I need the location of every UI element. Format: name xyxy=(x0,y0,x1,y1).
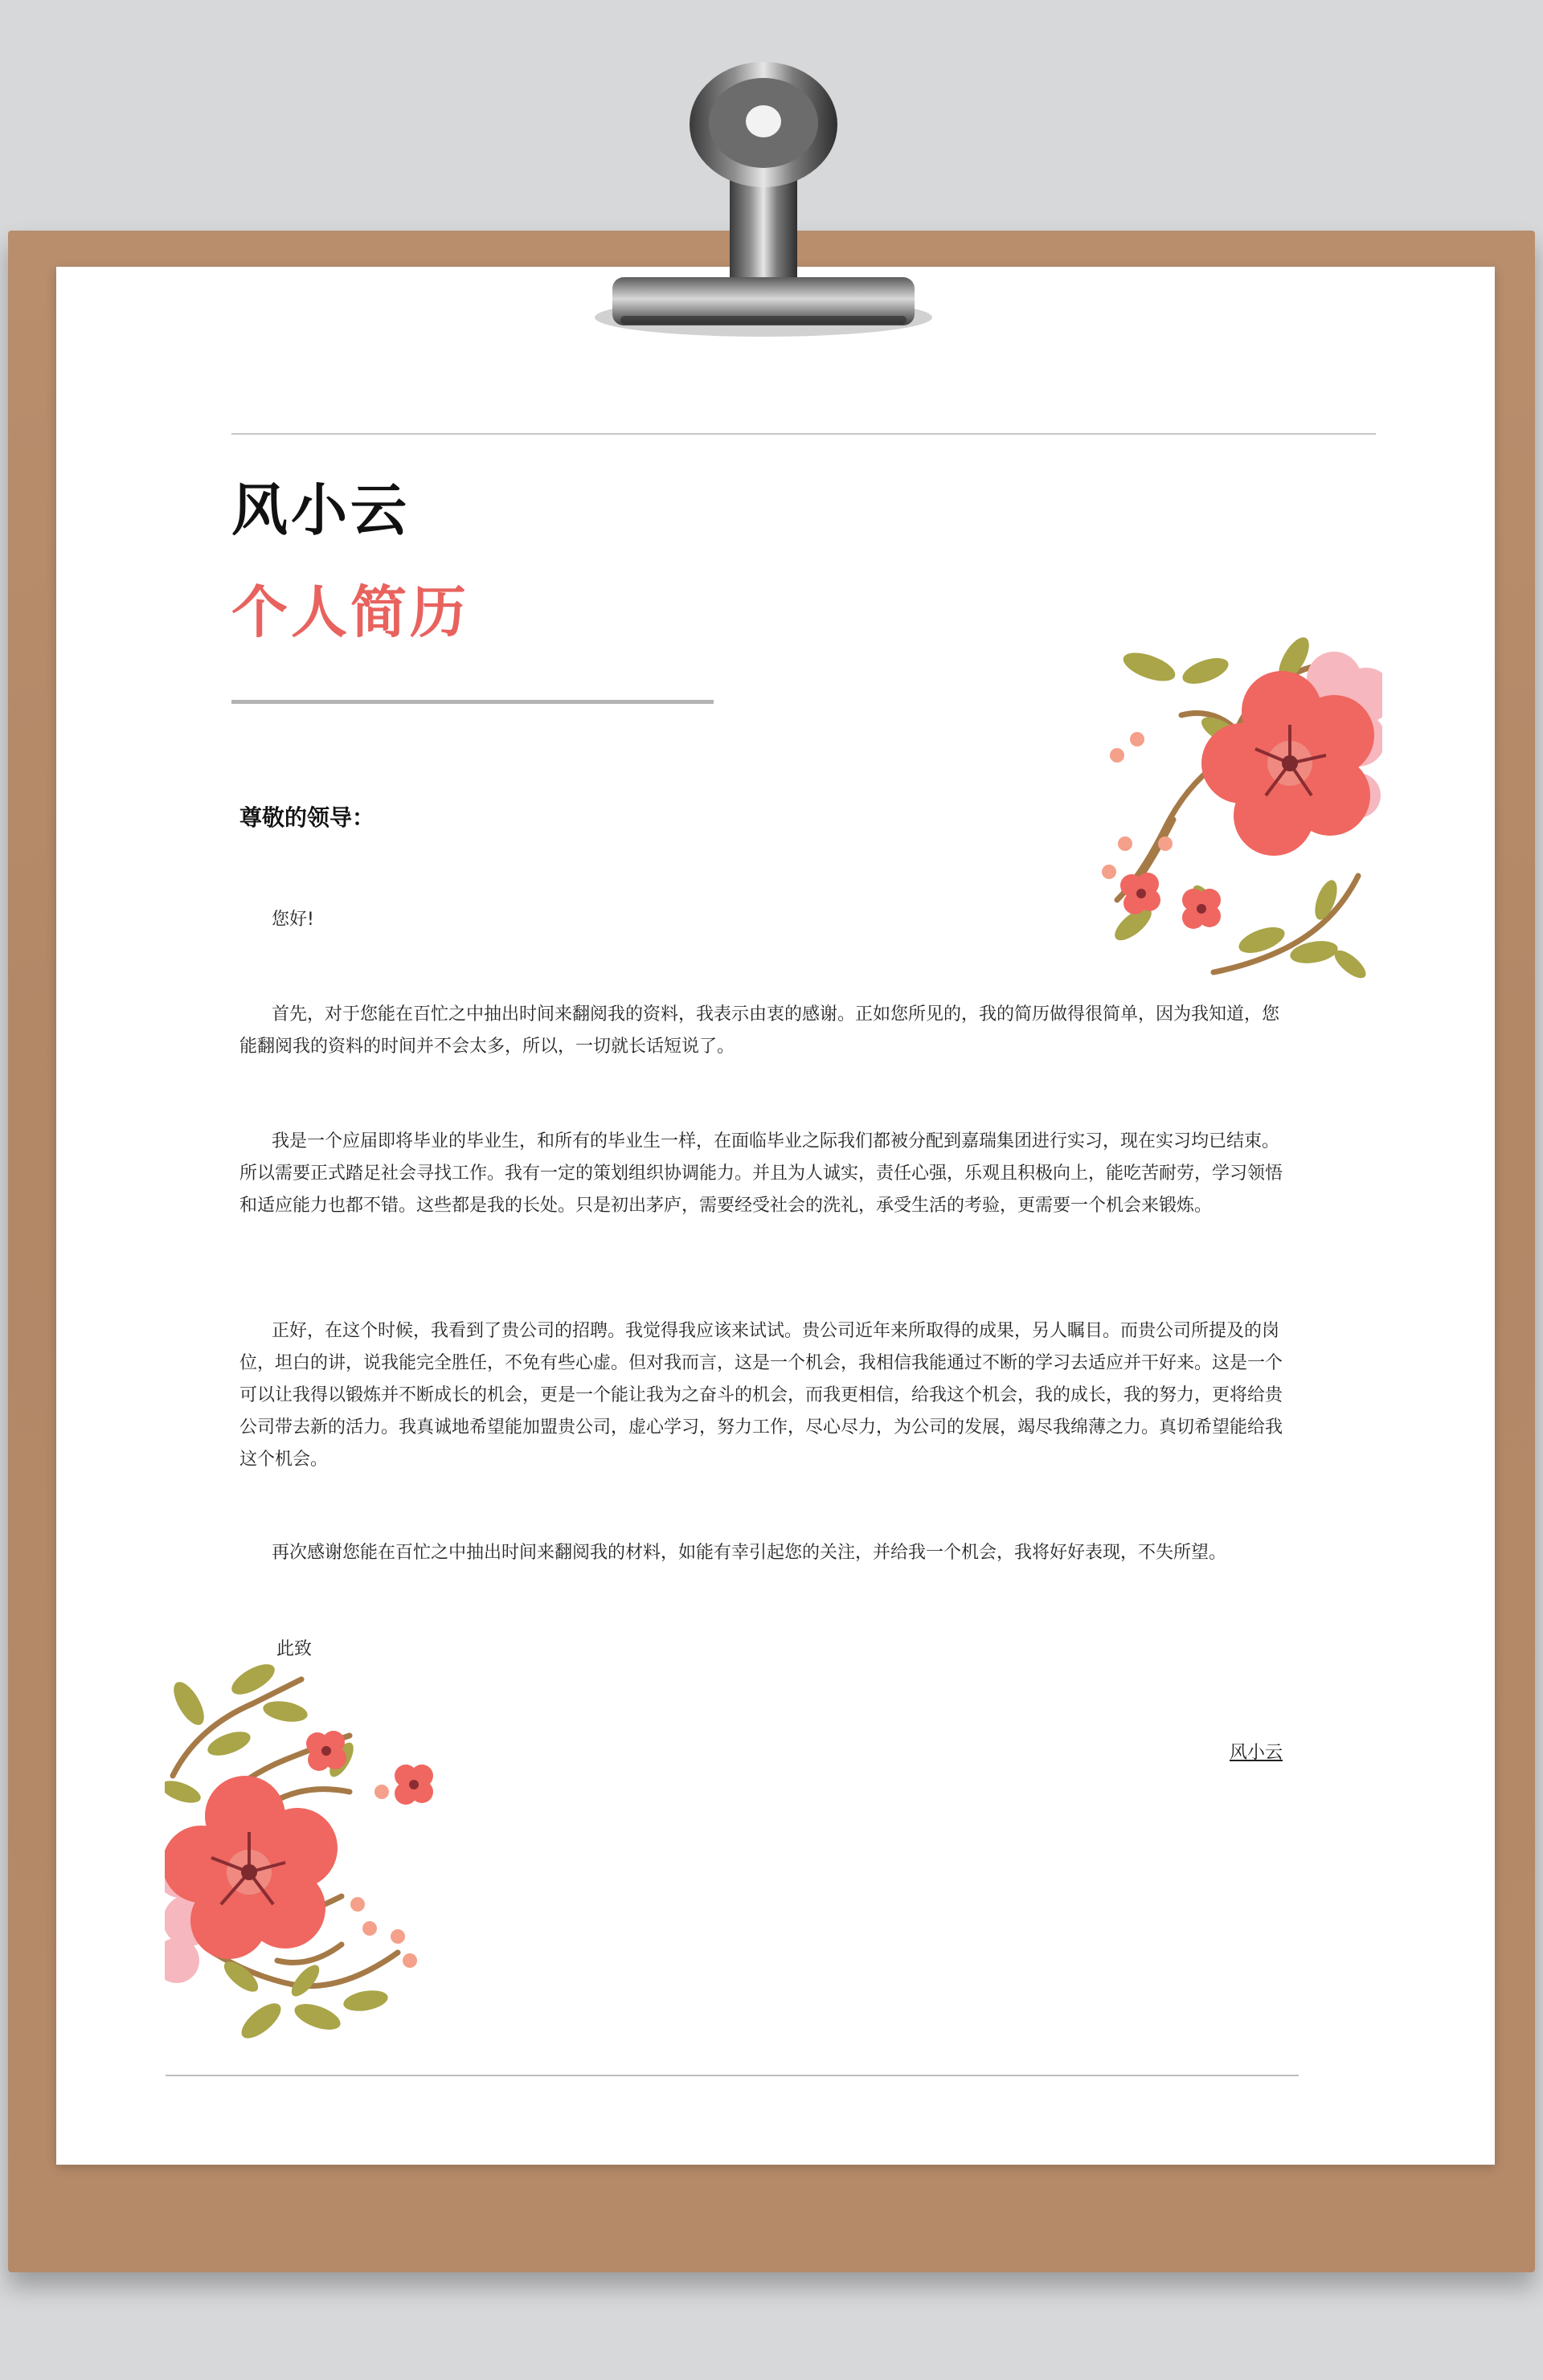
floral-decoration-bottom-icon xyxy=(165,1663,454,2057)
bottom-divider xyxy=(166,2075,1299,2076)
letter-paragraph: 再次感谢您能在百忙之中抽出时间来翻阅我的材料，如能有幸引起您的关注，并给我一个机会，我将好好表现，不失所望。 xyxy=(272,1543,1227,1563)
letter-paragraph: 正好，在这个时候，我看到了贵公司的招聘。我觉得我应该来试试。贵公司近年来所取得的成果，另人瞩目。而贵公司所提及的岗位，坦白的讲，说我能完全胜任，不免有些心虚。但对我而言，这是一个机会，我相信我能通过不断的学习去适应并干好来。这是一个可以让我得以锻炼并不断成长的机会，更是一个能让我为之奋斗的机会，而我更相信，给我这个机会，我的成长，我的努力，更将给贵公司带去新的活力。我真诚地希望能加盟贵公司，虚心学习，努力工作，尽心尽力，为公司的发展，竭尽我绵薄之力。真切希望能给我这个机会。 xyxy=(239,1321,1283,1470)
letter-signature: 风小云 xyxy=(1230,1743,1283,1763)
top-divider xyxy=(231,433,1376,435)
applicant-name: 风小云 xyxy=(231,477,410,543)
resume-title: 个人简历 xyxy=(231,579,469,645)
letter-paragraph: 我是一个应届即将毕业的毕业生，和所有的毕业生一样，在面临毕业之际我们都被分配到嘉瑞集团进行实习，现在实习均已结束。所以需要正式踏足社会寻找工作。我有一定的策划组织协调能力。并且为人诚实，责任心强，乐观且积极向上，能吃苦耐劳，学习领悟和适应能力也都不错。这些都是我的长处。只是初出茅庐，需要经受社会的洗礼，承受生活的考验，更需要一个机会来锻炼。 xyxy=(239,1131,1283,1216)
binder-clip-icon xyxy=(563,44,964,366)
letter-paragraph: 首先，对于您能在百忙之中抽出时间来翻阅我的资料，我表示由衷的感谢。正如您所见的，我的简历做得很简单，因为我知道，您能翻阅我的资料的时间并不会太多，所以，一切就长话短说了。 xyxy=(239,1004,1280,1057)
letter-closing: 此致 xyxy=(276,1639,313,1659)
letter-greeting: 您好! xyxy=(272,910,314,930)
title-underline xyxy=(231,700,714,704)
letter-salutation: 尊敬的领导： xyxy=(239,804,375,831)
